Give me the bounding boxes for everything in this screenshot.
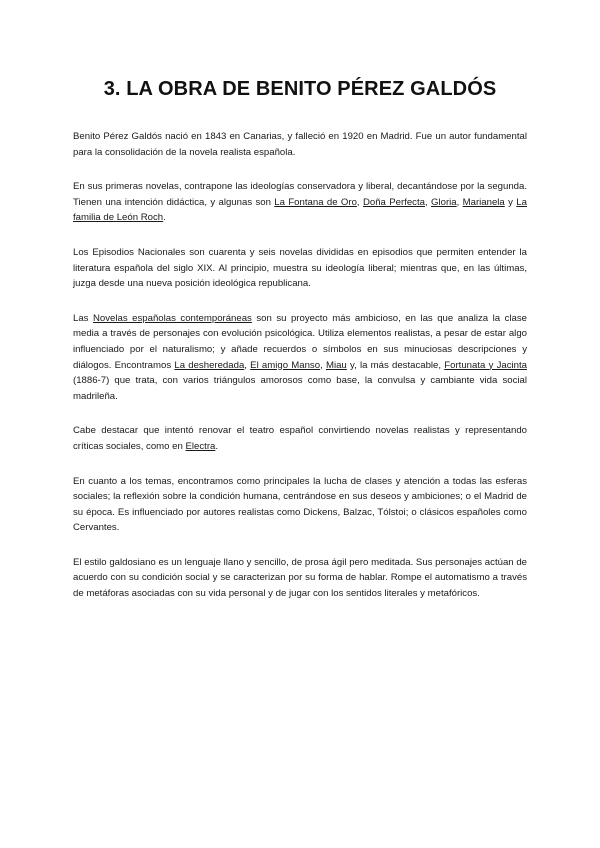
paragraph-text: y xyxy=(504,196,517,208)
paragraph-text: Cabe destacar que intentó renovar el teatro español convirtiendo novelas realistas y representando críticas sociales, como en xyxy=(73,425,527,452)
paragraph-text: (1886-7) que trata, con varios triángulos amorosos como base, la convulsa y cambiante vida social madrileña. xyxy=(73,375,527,402)
paragraph-text: Los Episodios Nacionales son cuarenta y seis novelas divididas en episodios que permiten entender la literatura española del siglo XIX. Al principio, muestra su ideología liberal; mientras que, en las últimas, juzga desde una nueva posición ideológica republicana. xyxy=(73,246,527,290)
underlined-title: La familia de León Roch xyxy=(73,196,527,224)
underlined-title: Marianela xyxy=(462,196,505,208)
underlined-title: Doña Perfecta xyxy=(362,196,425,208)
paragraph-text: y, la más destacable, xyxy=(346,359,445,371)
paragraph xyxy=(73,129,527,160)
paragraph xyxy=(73,555,527,602)
paragraph-text: , xyxy=(320,359,326,371)
underlined-title: Gloria xyxy=(431,196,457,208)
paragraph xyxy=(73,311,527,405)
underlined-title: Novelas españolas contemporáneas xyxy=(92,312,252,324)
page-title: 3. LA OBRA DE BENITO PÉREZ GALDÓS xyxy=(103,78,497,100)
paragraph-text: son su proyecto más ambicioso, en las que analiza la clase media a través de personajes con evolución psicológica. Utiliza elementos realistas, a pesar de estar algo influenciado por el naturalismo; y añade recuerdos o símbolos en sus minuciosas descripciones y diálogos. Encontramos xyxy=(73,312,527,371)
paragraph xyxy=(73,245,527,292)
paragraph-text: , xyxy=(356,196,363,208)
paragraph-text: , xyxy=(424,196,432,208)
underlined-title: Fortunata y Jacinta xyxy=(444,359,527,371)
paragraph-text: Las xyxy=(73,312,93,324)
underlined-title: La Fontana de Oro xyxy=(274,196,357,208)
paragraph-text: Benito Pérez Galdós nació en 1843 en Canarias, y falleció en 1920 en Madrid. Fue un autor fundamental para la consolidación de la novela realista española. xyxy=(73,131,527,158)
underlined-title: La desheredada xyxy=(174,359,245,371)
underlined-title: Electra xyxy=(185,440,216,452)
paragraph-text: En cuanto a los temas, encontramos como principales la lucha de clases y atención a todas las esferas sociales; la reflexión sobre la condición humana, centrándose en sus deseos y ambiciones; o el Madrid de su época. Es influenciado por autores realistas como Dickens, Balzac, Tólstoi; o clásicos españoles como Cervantes. xyxy=(73,475,527,534)
paragraph-text: En sus primeras novelas, contrapone las ideologías conservadora y liberal, decantándose por la segunda. Tienen una intención didáctica, y algunas son xyxy=(73,181,527,208)
underlined-title: El amigo Manso xyxy=(250,359,321,371)
document-body xyxy=(73,129,527,602)
paragraph xyxy=(73,423,527,454)
paragraph-text: . xyxy=(163,212,166,224)
underlined-title: Miau xyxy=(325,359,347,371)
paragraph-text: , xyxy=(244,359,251,371)
paragraph xyxy=(73,474,527,536)
paragraph-text: El estilo galdosiano es un lenguaje llano y sencillo, de prosa ágil pero meditada. Sus personajes actúan de acuerdo con su condición social y se caracterizan por su forma de hablar. Rompe el automatismo a través de metáforas asociadas con su vida personal y de jugar con los sentidos literales y metafóricos. xyxy=(73,556,527,600)
paragraph xyxy=(73,179,527,226)
paragraph-text: . xyxy=(215,440,219,452)
paragraph-text: , xyxy=(456,196,463,208)
